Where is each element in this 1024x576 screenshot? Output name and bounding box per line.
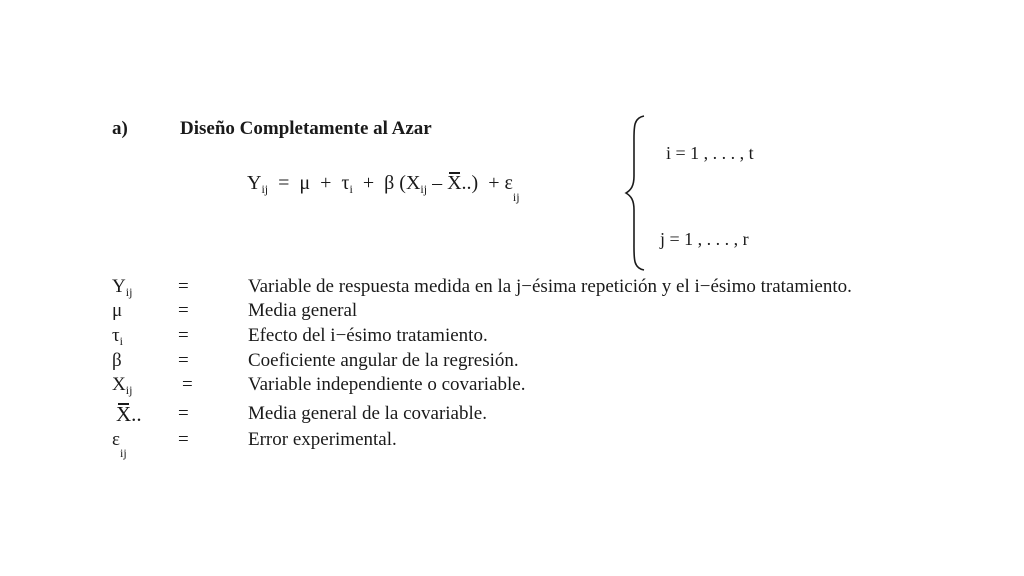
model-y-sub: ij bbox=[261, 182, 269, 196]
model-open-x: (X bbox=[399, 172, 421, 194]
definition-symbol: $\varepsilon_{ij}$ bbox=[112, 429, 127, 460]
definition-symbol: $X_{ij}$ bbox=[112, 374, 133, 397]
model-epsilon: ε bbox=[504, 172, 513, 194]
definition-equals: = bbox=[178, 325, 189, 346]
definition-text: Media general de la covariable. bbox=[248, 403, 487, 424]
model-beta: β bbox=[384, 172, 395, 194]
model-plus-1: + bbox=[320, 172, 332, 194]
range-j: j = 1 , . . . , r bbox=[660, 229, 749, 249]
model-epsilon-sub: ij bbox=[512, 190, 520, 204]
definition-equals: = bbox=[178, 276, 189, 297]
definition-equals: = bbox=[178, 403, 189, 424]
range-i: i = 1 , . . . , t bbox=[666, 143, 754, 163]
definition-symbol: $Y_{ij}$ bbox=[112, 276, 133, 299]
definition-text: Coeficiente angular de la regresión. bbox=[248, 350, 519, 371]
definition-text: Variable independiente o covariable. bbox=[248, 374, 526, 395]
definition-equals: = bbox=[178, 300, 189, 321]
definition-equals: = bbox=[178, 350, 189, 371]
definition-text: Error experimental. bbox=[248, 429, 397, 450]
section-title: Diseño Completamente al Azar bbox=[180, 118, 432, 139]
definition-symbol: β bbox=[112, 350, 122, 371]
definition-equals: = bbox=[182, 374, 193, 395]
definition-text: Media general bbox=[248, 300, 358, 321]
model-tau: τ bbox=[341, 172, 350, 194]
definition-symbol: μ bbox=[112, 300, 123, 321]
model-equation bbox=[247, 172, 520, 204]
model-eq: = bbox=[278, 172, 290, 194]
section-label: a) bbox=[112, 118, 128, 139]
model-plus-2: + bbox=[362, 172, 375, 194]
model-minus: – bbox=[432, 172, 443, 194]
model-mu: μ bbox=[299, 172, 311, 194]
definition-equals: = bbox=[178, 429, 189, 450]
model-x-sub: ij bbox=[420, 182, 428, 196]
model-xbar: X bbox=[447, 172, 462, 194]
model-plus-3: + bbox=[488, 172, 500, 194]
left-brace bbox=[624, 114, 650, 272]
model-y: Y bbox=[247, 172, 262, 194]
model-dots-close: ..) bbox=[461, 172, 479, 194]
definition-symbol: $\tau_i$ bbox=[112, 325, 123, 348]
definition-text: Efecto del i−ésimo tratamiento. bbox=[248, 325, 488, 346]
definition-text: Variable de respuesta medida en la j−ésima repetición y el i−ésimo tratamiento. bbox=[248, 276, 852, 297]
model-tau-sub: i bbox=[349, 182, 353, 196]
definition-symbol: X.. bbox=[116, 402, 142, 426]
